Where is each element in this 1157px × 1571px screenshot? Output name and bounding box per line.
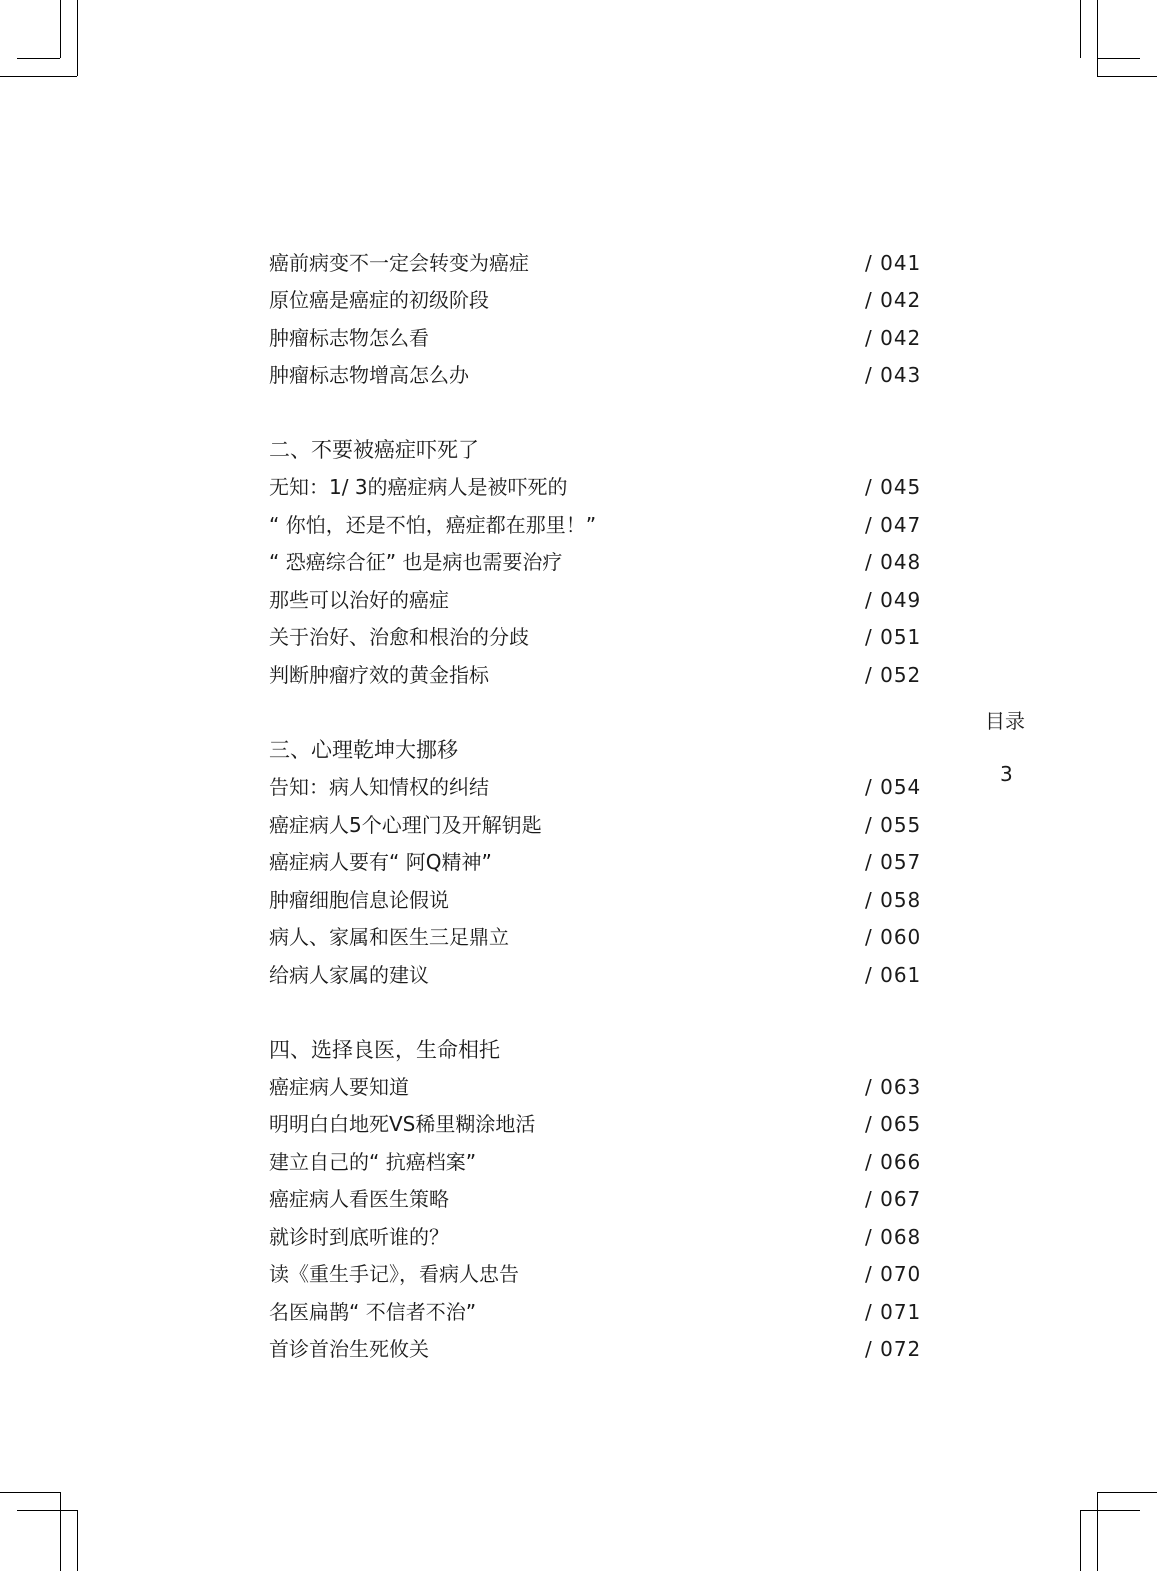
toc-entry-title: “ 你怕，还是不怕，癌症都在那里！” (269, 513, 597, 537)
toc-entry-title: 癌症病人要知道 (269, 1075, 409, 1099)
toc-entry-title: 病人、家属和医生三足鼎立 (269, 925, 509, 949)
toc-entry-page: / 061 (865, 963, 922, 987)
toc-entry[interactable] (269, 357, 922, 394)
toc-entry-page: / 042 (865, 288, 922, 312)
toc-entry[interactable] (269, 769, 922, 806)
toc-entry[interactable] (269, 320, 922, 357)
toc-entry[interactable] (269, 1256, 922, 1293)
toc-entry-title: 无知：1/ 3的癌症病人是被吓死的 (269, 475, 568, 499)
toc-entry-page: / 047 (865, 513, 922, 537)
toc-entry-title: 就诊时到底听谁的？ (269, 1225, 449, 1249)
toc-entry-page: / 048 (865, 550, 922, 574)
running-header-label: 目录 (985, 709, 1025, 733)
toc-entry-title: 判断肿瘤疗效的黄金指标 (269, 663, 489, 687)
page-number: 3 (1000, 762, 1013, 786)
toc-entry-title: 原位癌是癌症的初级阶段 (269, 288, 489, 312)
section-heading: 二、不要被癌症吓死了 (269, 438, 479, 462)
toc-entry-page: / 054 (865, 775, 922, 799)
toc-entry[interactable] (269, 507, 922, 544)
toc-entry[interactable] (269, 1069, 922, 1106)
toc-entry[interactable] (269, 919, 922, 956)
toc-entry[interactable] (269, 282, 922, 319)
toc-entry-title: 首诊首治生死攸关 (269, 1337, 429, 1361)
toc-entry-title: 肿瘤细胞信息论假说 (269, 888, 449, 912)
toc-entry-page: / 068 (865, 1225, 922, 1249)
toc-entry-title: 癌症病人5个心理门及开解钥匙 (269, 813, 542, 837)
toc-entry-title: 建立自己的“ 抗癌档案” (269, 1150, 477, 1174)
toc-entry-title: 给病人家属的建议 (269, 963, 429, 987)
toc-entry-page: / 060 (865, 925, 922, 949)
toc-entry-title: 关于治好、治愈和根治的分歧 (269, 625, 529, 649)
toc-entry-title: 读《重生手记》，看病人忠告 (269, 1262, 519, 1286)
toc-entry-page: / 042 (865, 326, 922, 350)
section-heading: 四、选择良医，生命相托 (269, 1038, 500, 1062)
toc-entry-page: / 051 (865, 625, 922, 649)
toc-entry-title: 癌前病变不一定会转变为癌症 (269, 251, 529, 275)
toc-entry-page: / 043 (865, 363, 922, 387)
toc-entry[interactable] (269, 1181, 922, 1218)
toc-entry-page: / 063 (865, 1075, 922, 1099)
toc-entry-page: / 045 (865, 475, 922, 499)
toc-entry-page: / 041 (865, 251, 922, 275)
toc-entry-page: / 070 (865, 1262, 922, 1286)
toc-entry[interactable] (269, 582, 922, 619)
toc-entry-page: / 058 (865, 888, 922, 912)
toc-entry[interactable] (269, 1219, 922, 1256)
toc-entry-title: 肿瘤标志物增高怎么办 (269, 363, 469, 387)
toc-entry[interactable] (269, 807, 922, 844)
toc-entry-title: 告知：病人知情权的纠结 (269, 775, 489, 799)
toc-entry[interactable] (269, 882, 922, 919)
toc-entry-title: “ 恐癌综合征” 也是病也需要治疗 (269, 550, 563, 574)
toc-entry-title: 癌症病人看医生策略 (269, 1187, 449, 1211)
toc-entry-page: / 052 (865, 663, 922, 687)
toc-entry-page: / 071 (865, 1300, 922, 1324)
section-heading: 三、心理乾坤大挪移 (269, 738, 458, 762)
toc-entry[interactable] (269, 844, 922, 881)
toc-entry-page: / 049 (865, 588, 922, 612)
toc-entry[interactable] (269, 1106, 922, 1143)
toc-entry-page: / 065 (865, 1112, 922, 1136)
toc-entry-title: 明明白白地死VS稀里糊涂地活 (269, 1112, 536, 1136)
toc-entry[interactable] (269, 1294, 922, 1331)
toc-entry-page: / 066 (865, 1150, 922, 1174)
toc-entry[interactable] (269, 544, 922, 581)
toc-entry-title: 那些可以治好的癌症 (269, 588, 449, 612)
toc-entry[interactable] (269, 469, 922, 506)
toc-entry[interactable] (269, 1144, 922, 1181)
toc-entry[interactable] (269, 957, 922, 994)
toc-entry[interactable] (269, 245, 922, 282)
toc-entry-title: 名医扁鹊“ 不信者不治” (269, 1300, 477, 1324)
toc-entry-page: / 067 (865, 1187, 922, 1211)
toc-entry-page: / 055 (865, 813, 922, 837)
toc-entry[interactable] (269, 657, 922, 694)
toc-entry[interactable] (269, 1331, 922, 1368)
toc-entry-page: / 072 (865, 1337, 922, 1361)
toc-entry-title: 肿瘤标志物怎么看 (269, 326, 429, 350)
toc-entry-page: / 057 (865, 850, 922, 874)
toc-entry[interactable] (269, 619, 922, 656)
toc-entry-title: 癌症病人要有“ 阿Q精神” (269, 850, 492, 874)
